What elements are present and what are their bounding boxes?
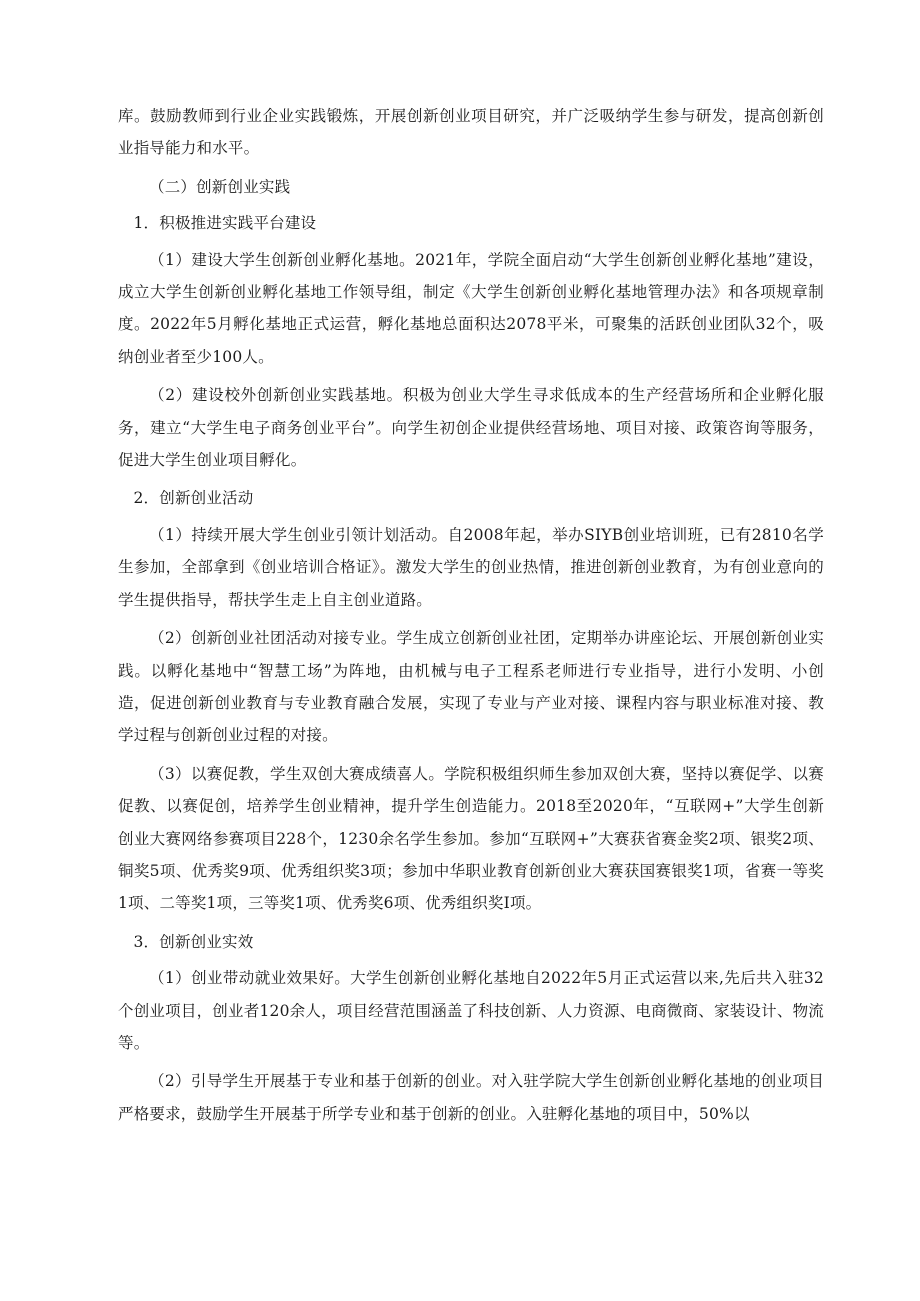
paragraph-professional-startups: （2）引导学生开展基于专业和基于创新的创业。对入驻学院大学生创新创业孵化基地的创业项目严格要求，鼓励学生开展基于所学专业和基于创新的创业。入驻孵化基地的项目中，50%以 <box>118 1072 824 1123</box>
subsection-heading-results: 3．创新创业实效 <box>133 932 254 951</box>
paragraph-employment-effect: （1）创业带动就业效果好。大学生创新创业孵化基地自2022年5月正式运营以来,先后共入驻32个创业项目，创业者120余人，项目经营范围涵盖了科技创新、人力资源、电商微商、家装设计、物流等。 <box>118 969 824 1052</box>
subsection-heading-activities: 2．创新创业活动 <box>133 489 254 508</box>
paragraph-offcampus-base: （2）建设校外创新创业实践基地。积极为创业大学生寻求低成本的生产经营场所和企业孵化服务，建立“大学生电子商务创业平台”。向学生初创企业提供经营场地、项目对接、政策咨询等服务，促进大学生创业项目孵化。 <box>118 386 824 470</box>
paragraph-continuation: 库。鼓励教师到行业企业实践锻炼，开展创新创业项目研究，并广泛吸纳学生参与研发，提高创新创业指导能力和水平。 <box>118 107 824 158</box>
document-body <box>118 100 824 1136</box>
subsection-heading-platform: 1．积极推进实践平台建设 <box>133 214 317 233</box>
section-heading-practice: （二）创新创业实践 <box>149 177 291 196</box>
paragraph-siyb-training: （1）持续开展大学生创业引领计划活动。自2008年起，举办SIYB创业培训班，已有2810名学生参加，全部拿到《创业培训合格证》。激发大学生的创业热情，推进创新创业教育，为有创业意向的学生提供指导，帮扶学生走上自主创业道路。 <box>118 525 824 609</box>
paragraph-incubation-base: （1）建设大学生创新创业孵化基地。2021年，学院全面启动“大学生创新创业孵化基地”建设，成立大学生创新创业孵化基地工作领导组，制定《大学生创新创业孵化基地管理办法》和各项规章制度。2022年5月孵化基地正式运营，孵化基地总面积达2078平米，可聚集的活跃创业团队32个，吸纳创业者至少100人。 <box>118 250 824 366</box>
paragraph-competitions: （3）以赛促教，学生双创大赛成绩喜人。学院积极组织师生参加双创大赛，坚持以赛促学、以赛促教、以赛促创，培养学生创业精神，提升学生创造能力。2018至2020年，“互联网+”大学生创新创业大赛网络参赛项目228个，1230余名学生参加。参加“互联网+”大赛获省赛金奖2项、银奖2项、铜奖5项、优秀奖9项、优秀组织奖3项；参加中华职业教育创新创业大赛获国赛银奖1项，省赛一等奖1项、二等奖1项，三等奖1项、优秀奖6项、优秀组织奖Ⅰ项。 <box>118 764 824 913</box>
paragraph-club-activities: （2）创新创业社团活动对接专业。学生成立创新创业社团，定期举办讲座论坛、开展创新创业实践。以孵化基地中“智慧工场”为阵地，由机械与电子工程系老师进行专业指导，进行小发明、小创造，促进创新创业教育与专业教育融合发展，实现了专业与产业对接、课程内容与职业标准对接、教学过程与创新创业过程的对接。 <box>118 629 824 745</box>
